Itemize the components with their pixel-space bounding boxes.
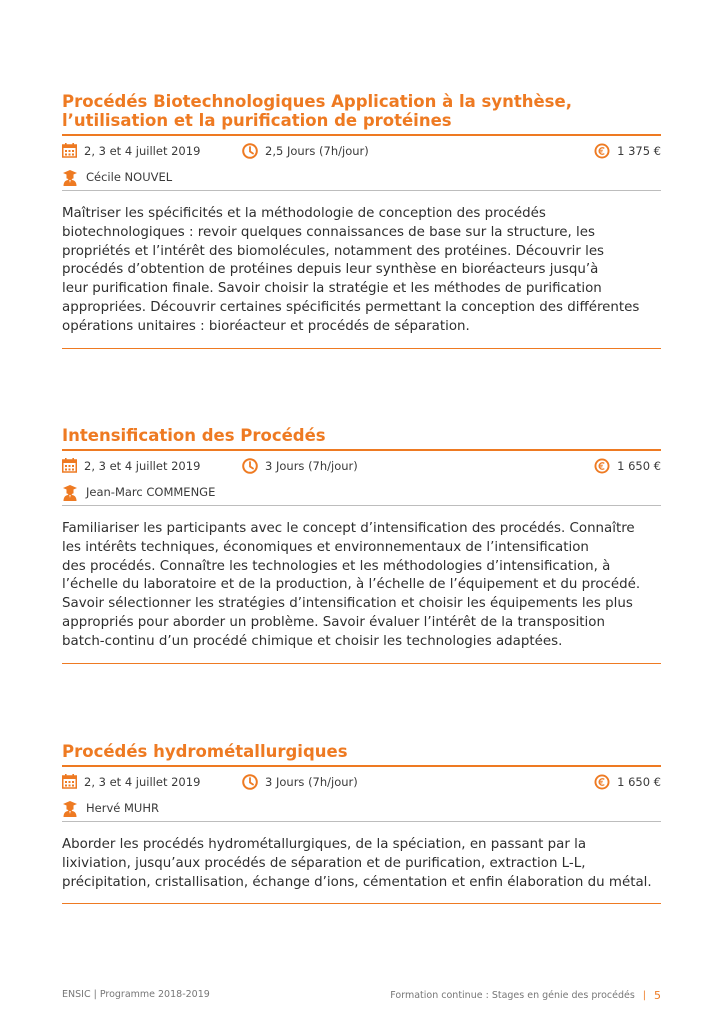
euro-icon xyxy=(594,458,610,474)
instructor-name: Hervé MUHR xyxy=(86,801,159,815)
footer-separator: | xyxy=(642,990,646,1001)
course-block xyxy=(62,426,661,664)
euro-icon xyxy=(594,143,610,159)
calendar-icon xyxy=(62,774,77,789)
course-title: Procédés Biotechnologiques Application à la synthèse, l’utilisation et la purification de protéines xyxy=(62,92,661,136)
clock-icon xyxy=(242,774,258,790)
course-instructor xyxy=(62,479,661,506)
course-title: Procédés hydrométallurgiques xyxy=(62,742,661,767)
course-meta xyxy=(62,767,661,795)
price-text: 1 375 € xyxy=(617,144,661,158)
calendar-icon xyxy=(62,458,77,473)
course-date xyxy=(62,143,200,158)
date-text: 2, 3 et 4 juillet 2019 xyxy=(84,774,201,789)
footer-section-title: Formation continue : Stages en génie des procédés xyxy=(390,990,635,1001)
course-description: Familiariser les participants avec le concept d’intensification des procédés. Connaître les intérêts techniques, économiques et environnementaux de l’intensification des procédés. Connaître les technologies et les méthodologies d’intensification, à l’échelle du laboratoire et de la production, à l’échelle de l’équipement et du procédé. Savoir sélectionner les stratégies d’intensification et choisir les équipements les plus appropriés pour aborder un problème. Savoir évaluer l’intérêt de la transposition batch-continu d’un procédé chimique et choisir les technologies adaptées. xyxy=(62,506,661,664)
graduate-icon xyxy=(62,484,78,501)
duration-text: 3 Jours (7h/jour) xyxy=(265,459,358,473)
course-duration xyxy=(242,143,369,159)
duration-text: 2,5 Jours (7h/jour) xyxy=(265,144,369,158)
instructor-name: Cécile NOUVEL xyxy=(86,170,173,184)
course-title: Intensification des Procédés xyxy=(62,426,661,451)
footer-left: ENSIC | Programme 2018-2019 xyxy=(62,989,210,1000)
euro-icon xyxy=(594,774,610,790)
course-meta xyxy=(62,451,661,479)
course-duration xyxy=(242,774,358,790)
clock-icon xyxy=(242,458,258,474)
page-number: 5 xyxy=(654,989,661,1002)
price-text: 1 650 € xyxy=(617,459,661,473)
footer-right xyxy=(390,989,661,1002)
course-description: Aborder les procédés hydrométallurgiques, de la spéciation, en passant par la lixiviation, jusqu’aux procédés de séparation et de purification, extraction L-L, précipitation, cristallisation, échange d’ions, cémentation et enfin élaboration du métal. xyxy=(62,822,661,904)
clock-icon xyxy=(242,143,258,159)
course-block xyxy=(62,92,661,349)
course-duration xyxy=(242,458,358,474)
course-date xyxy=(62,458,200,473)
price-text: 1 650 € xyxy=(617,775,661,789)
duration-text: 3 Jours (7h/jour) xyxy=(265,775,358,789)
graduate-icon xyxy=(62,800,78,817)
graduate-icon xyxy=(62,169,78,186)
course-instructor xyxy=(62,164,661,191)
instructor-name: Jean-Marc COMMENGE xyxy=(86,485,216,499)
course-meta xyxy=(62,136,661,164)
course-date xyxy=(62,774,200,789)
date-text: 2, 3 et 4 juillet 2019 xyxy=(84,458,201,473)
course-price xyxy=(594,143,661,159)
course-price xyxy=(594,458,661,474)
course-price xyxy=(594,774,661,790)
course-block xyxy=(62,742,661,904)
course-description: Maîtriser les spécificités et la méthodologie de conception des procédés biotechnologiques : revoir quelques connaissances de base sur la structure, les propriétés et l’intérêt des biomolécules, notamment des protéines. Découvrir les procédés d’obtention de protéines depuis leur synthèse en bioréacteurs jusqu’à leur purification finale. Savoir choisir la stratégie et les méthodes de purification appropriées. Découvrir certaines spécificités permettant la conception des différentes opérations unitaires : bioréacteur et procédés de séparation. xyxy=(62,191,661,349)
date-text: 2, 3 et 4 juillet 2019 xyxy=(84,143,201,158)
calendar-icon xyxy=(62,143,77,158)
course-instructor xyxy=(62,795,661,822)
